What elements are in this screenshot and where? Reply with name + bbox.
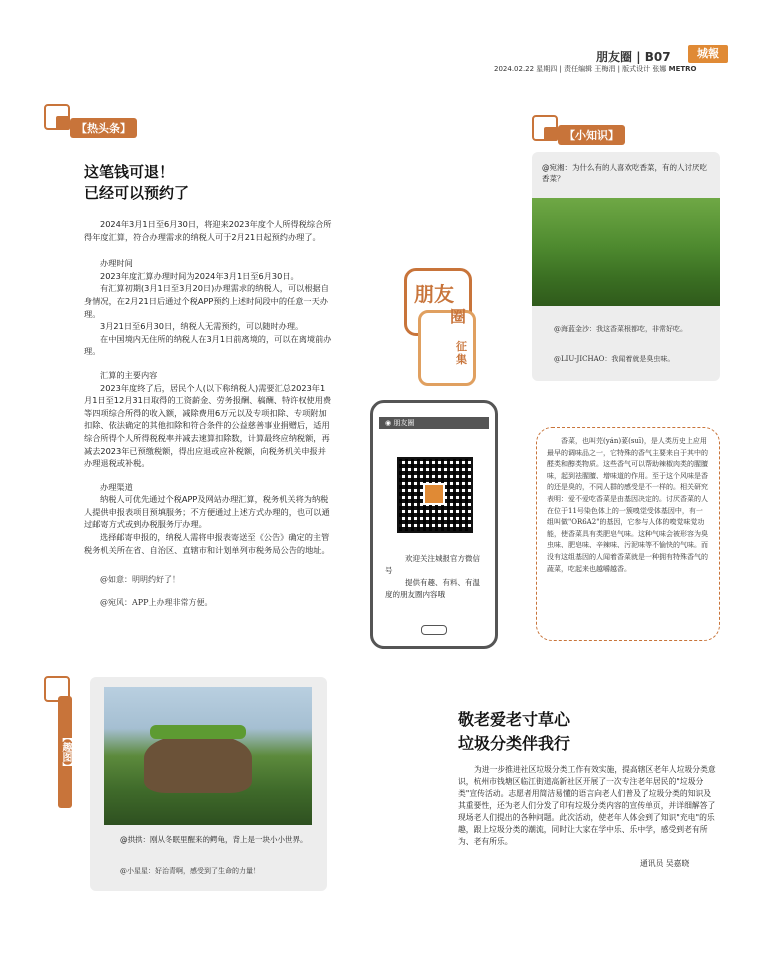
hot-article: 2024年3月1日至6月30日，将迎来2023年度个人所得税综合所得年度汇算，符合办理需求的纳税人可于2月21日起预约办理了。 办理时间 2023年度汇算办理时间为2024年3月1日至6月30日。 有汇算初期(3月1日至3月20日)办理需求的纳税人，可以根据自身情况，在2月21日后通过个税APP预约上述时间段中的任意一天办理。 3月21日至6月30日，纳税人无需预约，可以随时办理。 在中国境内无住所的纳税人在3月1日前离境的，可以在离境前办理。 汇算的主要内容 2023年度终了后，居民个人(以下称纳税人)需要汇总2023年1月1日至12月31日取得的工资薪金、劳务报酬、稿酬、特许权使用费等四项综合所得的收入额，减除费用6万元以及专项扣除、专项附加扣除、依法确定的其他扣除和符合条件的公益慈善事业捐赠后，适用综合所得个人所得税税率并减去速算扣除数，计算最终应纳税额，再减去2023年已预缴税额，得出应退或应补税额，向税务机关申报并办理退税或补税。 办理渠道 纳税人可优先通过个税APP及网站办理汇算，税务机关将为纳税人提供申报表项目预填服务；不方便通过上述方式办理的，也可以通过邮寄方式或到办税服务厅办理。 选择邮寄申报的，纳税人需将申报表寄送至《公告》确定的主管税务机关所在省、自治区、直辖市和计划单列市税务局公告的地址。 @如意：明明约好了！ @宛风：APP上办理非常方便。: [84, 219, 332, 607]
tip-card: [532, 152, 720, 381]
badge-word-2: 圈: [450, 307, 467, 326]
tip-tag: 【小知识】: [558, 125, 625, 145]
newspaper-logo: 城報: [688, 45, 728, 63]
phone-frame: [370, 400, 498, 649]
section-title: 朋友圈 | B07: [596, 50, 671, 64]
phone-app-bar: ◉ 朋友圈: [379, 417, 489, 429]
fun-caption-2: @小星星：好治青啊，感受到了生命的力量！: [120, 867, 260, 875]
fun-tag: 【趣图】: [58, 696, 72, 808]
tip-icon-fill: [544, 127, 558, 141]
coriander-photo: [532, 198, 720, 306]
moss: [150, 725, 246, 739]
fun-card: [90, 677, 327, 891]
chat-icon: ◉: [385, 419, 392, 427]
tip-answer: 香菜，也叫芫(yán)荽(suī)，是人类历史上应用最早的调味品之一，它特殊的香气主要来自于其中的醛类和醇类物质。这些香气可以帮助辣椒肉类的腥膻味，起到祛腥膻、增味道的作用。至于这个风味是香的还是臭的，不同人群的感受是不一样的。相关研究表明：爱不爱吃香菜是由基因决定的。讨厌香菜的人在位于11号染色体上的一簇嗅觉受体基因中，有一组叫做"OR6A2"的基因，它参与人体的嗅觉味觉功能，使香菜具有类肥皂气味。这种气味会被形容为臭虫味、肥皂味、辛辣味、污泥味等不愉快的气味。而没有这组基因的人闻着香菜就是一种拥有特殊香气的蔬菜，吃起来也越嚼越香。: [547, 437, 708, 573]
tip-reply-1: @海蓝金沙：我这香菜根都吃，非常好吃。: [554, 325, 687, 333]
turtle-photo: [104, 687, 312, 825]
news-body: 为进一步推进社区垃圾分类工作有效实施，提高辖区老年人垃圾分类意识，杭州市钱塘区临江街道高新社区开展了一次专注老年居民的"垃圾分类"宣传活动。志愿者用简洁易懂的语言向老人们普及了垃圾分类的知识及其重要性，还为老人们分发了印有垃圾分类内容的宣传单页，并详细解答了现场老人们提出的各种问题。此次活动，使老年人体会到了知识"充电"的乐趣，跟上垃圾分类的潮流，同时让大家在学中乐、乐中学，感受到老有所为、老有所乐。: [458, 765, 716, 846]
phone-caption: 欢迎关注城报官方微信号 提供有趣、有料、有温度的朋友圈内容哦: [385, 554, 480, 599]
issue-meta: 2024.02.22 星期四 | 责任编辑 王梅涓 | 版式设计 张娜 METRO: [494, 65, 697, 73]
badge-box-2: [418, 310, 476, 386]
hot-title: 这笔钱可退！ 已经可以预约了: [84, 163, 190, 202]
badge-word: 朋友: [414, 282, 454, 306]
fun-caption-1: @拱拱：刚从冬眠里醒来的鳄龟，背上是一块小小世界。: [120, 835, 308, 844]
news-byline: 通讯员 吴嘉晓: [640, 859, 690, 868]
badge-word-3: 征集: [456, 340, 467, 366]
qr-logo: [423, 483, 445, 505]
hot-tag: 【热头条】: [70, 118, 137, 138]
tip-question: @宛湘：为什么有的人喜欢吃香菜，有的人讨厌吃香菜？: [542, 163, 707, 183]
section-icon-fill: [56, 116, 70, 130]
news-title: 敬老爱老寸草心 垃圾分类伴我行: [458, 710, 571, 753]
home-button[interactable]: [421, 625, 447, 635]
tip-reply-2: @LIU-JICHAO：我闻着就是臭虫味。: [554, 355, 675, 363]
tip-answer-box: [536, 427, 720, 641]
turtle-shell: [144, 735, 252, 793]
